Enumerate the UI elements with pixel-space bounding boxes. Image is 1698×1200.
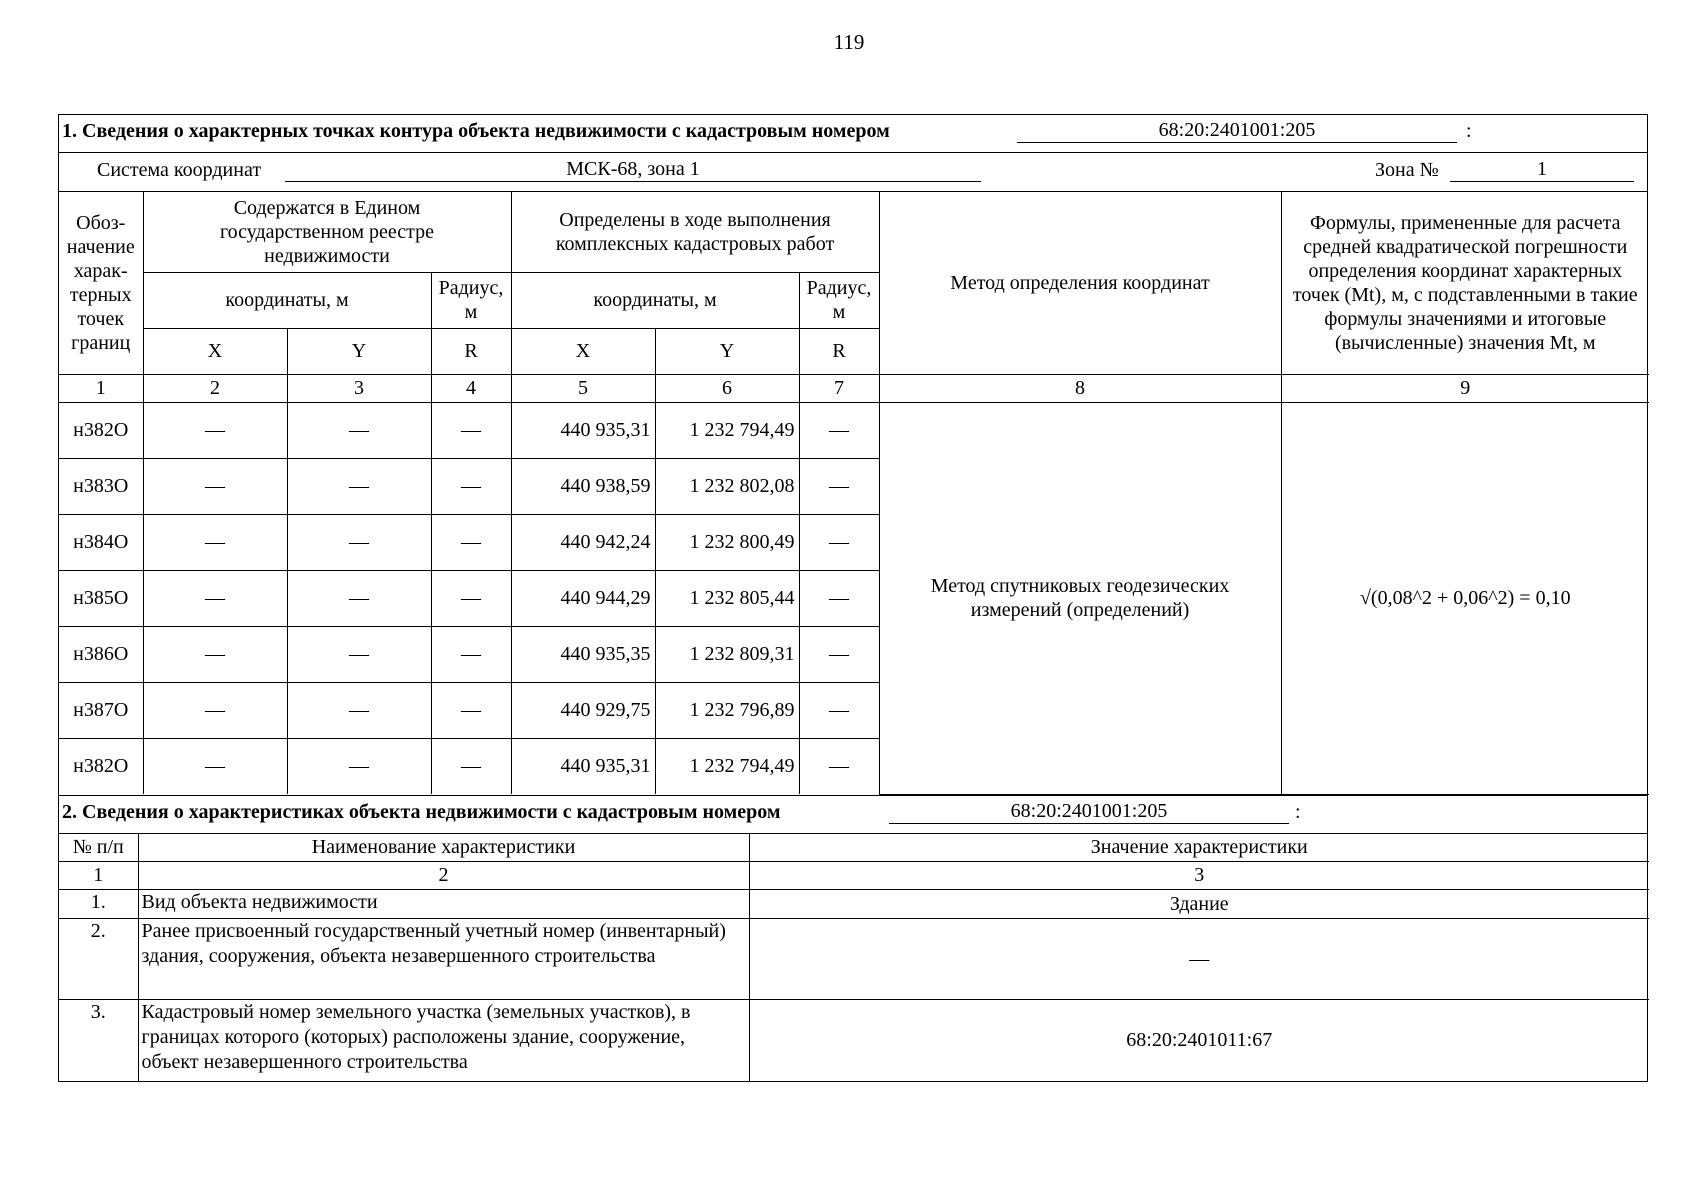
- characteristic-value: —: [749, 919, 1649, 1000]
- column-number: 7: [799, 374, 879, 402]
- characteristic-name: Вид объекта недвижимости: [138, 890, 749, 919]
- header-registry-coords: координаты, м: [143, 272, 431, 328]
- section1-colon: :: [1466, 120, 1472, 142]
- characteristic-name: Кадастровый номер земельного участка (земельных участков), в границах которого (которых) расположены здание, сооружение, объект незавершенного строительства: [138, 1000, 749, 1081]
- zone-value: 1: [1450, 158, 1634, 182]
- points-table: [59, 192, 1649, 795]
- registry-x: —: [143, 514, 287, 570]
- characteristic-value: 68:20:2401011:67: [749, 1000, 1649, 1081]
- header-determined-y: Y: [655, 328, 799, 374]
- coord-x: 440 944,29: [511, 570, 655, 626]
- registry-x: —: [143, 682, 287, 738]
- registry-y: —: [287, 738, 431, 794]
- header-in-registry: Содержатся в Едином государственном реестре недвижимости: [143, 192, 511, 272]
- registry-r: —: [431, 458, 511, 514]
- radius: —: [799, 570, 879, 626]
- registry-y: —: [287, 514, 431, 570]
- registry-y: —: [287, 402, 431, 458]
- coord-y: 1 232 809,31: [655, 626, 799, 682]
- point-name: н387О: [59, 682, 143, 738]
- row-number: 2.: [59, 919, 138, 1000]
- header-registry-x: X: [143, 328, 287, 374]
- column-number: 4: [431, 374, 511, 402]
- registry-x: —: [143, 738, 287, 794]
- coord-x: 440 935,35: [511, 626, 655, 682]
- header-registry-r: R: [431, 328, 511, 374]
- header-designation: Обоз- начение харак- терных точек границ: [59, 192, 143, 374]
- section1-cadastral-number: 68:20:2401001:205: [1017, 119, 1457, 143]
- header-determined-r: R: [799, 328, 879, 374]
- characteristic-name: Ранее присвоенный государственный учетный номер (инвентарный) здания, сооружения, объекта незавершенного строительства: [138, 919, 749, 1000]
- coord-x: 440 942,24: [511, 514, 655, 570]
- radius: —: [799, 514, 879, 570]
- row-number: 3.: [59, 1000, 138, 1081]
- column-numbers-row: [59, 374, 1649, 402]
- coord-x: 440 929,75: [511, 682, 655, 738]
- header-determined-x: X: [511, 328, 655, 374]
- characteristics-table: [59, 834, 1649, 1081]
- radius: —: [799, 682, 879, 738]
- registry-y: —: [287, 682, 431, 738]
- header-formulas: Формулы, примененные для расчета средней квадратической погрешности определения координат характерных точек (Mt), м, с подставленными в такие формулы значениями и итоговые (вычисленные) значения Mt, м: [1281, 192, 1649, 374]
- cadastral-form: [58, 114, 1648, 1082]
- table-row: [59, 919, 1649, 1000]
- column-number: 1: [59, 374, 143, 402]
- characteristic-value: Здание: [749, 890, 1649, 919]
- column-number: 2: [143, 374, 287, 402]
- registry-y: —: [287, 570, 431, 626]
- point-name: н386О: [59, 626, 143, 682]
- coord-y: 1 232 794,49: [655, 738, 799, 794]
- section2-header: [59, 795, 1647, 834]
- table-row: [59, 1000, 1649, 1081]
- registry-r: —: [431, 682, 511, 738]
- section1-header: [59, 115, 1647, 153]
- table-row: [59, 890, 1649, 919]
- header-value: Значение характеристики: [749, 834, 1649, 862]
- column-number: 8: [879, 374, 1281, 402]
- method-value: Метод спутниковых геодезических измерений (определений): [879, 402, 1281, 794]
- coord-system-label: Система координат: [97, 159, 262, 181]
- section1-title: 1. Сведения о характерных точках контура объекта недвижимости с кадастровым номером: [62, 120, 890, 142]
- section2-title: 2. Сведения о характеристиках объекта недвижимости с кадастровым номером: [62, 800, 781, 823]
- registry-r: —: [431, 402, 511, 458]
- point-name: н383О: [59, 458, 143, 514]
- coord-y: 1 232 800,49: [655, 514, 799, 570]
- column-number: 6: [655, 374, 799, 402]
- header-num: № п/п: [59, 834, 138, 862]
- radius: —: [799, 458, 879, 514]
- header-registry-radius: Радиус, м: [431, 272, 511, 328]
- radius: —: [799, 738, 879, 794]
- registry-r: —: [431, 738, 511, 794]
- formula-value: √(0,08^2 + 0,06^2) = 0,10: [1281, 402, 1649, 794]
- header-registry-y: Y: [287, 328, 431, 374]
- coord-x: 440 935,31: [511, 402, 655, 458]
- point-name: н382О: [59, 402, 143, 458]
- coordinate-system-row: [59, 153, 1647, 192]
- header-determined-coords: координаты, м: [511, 272, 799, 328]
- coord-y: 1 232 805,44: [655, 570, 799, 626]
- registry-x: —: [143, 402, 287, 458]
- registry-r: —: [431, 514, 511, 570]
- column-number: 3: [287, 374, 431, 402]
- point-name: н382О: [59, 738, 143, 794]
- coord-x: 440 938,59: [511, 458, 655, 514]
- radius: —: [799, 402, 879, 458]
- registry-r: —: [431, 626, 511, 682]
- column-number: 9: [1281, 374, 1649, 402]
- column-number: 3: [749, 862, 1649, 890]
- registry-x: —: [143, 458, 287, 514]
- radius: —: [799, 626, 879, 682]
- coord-y: 1 232 794,49: [655, 402, 799, 458]
- column-numbers-row: [59, 862, 1649, 890]
- header-determined-radius: Радиус, м: [799, 272, 879, 328]
- page-number: 119: [833, 30, 865, 54]
- coord-x: 440 935,31: [511, 738, 655, 794]
- registry-x: —: [143, 626, 287, 682]
- row-number: 1.: [59, 890, 138, 919]
- header-determined: Определены в ходе выполнения комплексных кадастровых работ: [511, 192, 879, 272]
- column-number: 5: [511, 374, 655, 402]
- zone-label: Зона №: [1375, 159, 1439, 181]
- coord-y: 1 232 802,08: [655, 458, 799, 514]
- column-number: 2: [138, 862, 749, 890]
- registry-y: —: [287, 626, 431, 682]
- registry-r: —: [431, 570, 511, 626]
- section2-cadastral-number: 68:20:2401001:205: [889, 800, 1289, 824]
- coord-y: 1 232 796,89: [655, 682, 799, 738]
- column-number: 1: [59, 862, 138, 890]
- registry-y: —: [287, 458, 431, 514]
- registry-x: —: [143, 570, 287, 626]
- point-name: н385О: [59, 570, 143, 626]
- section2-colon: :: [1295, 800, 1301, 823]
- point-name: н384О: [59, 514, 143, 570]
- header-method: Метод определения координат: [879, 192, 1281, 374]
- table-row: [59, 402, 1649, 458]
- coord-system-value: МСК-68, зона 1: [285, 158, 981, 182]
- header-name: Наименование характеристики: [138, 834, 749, 862]
